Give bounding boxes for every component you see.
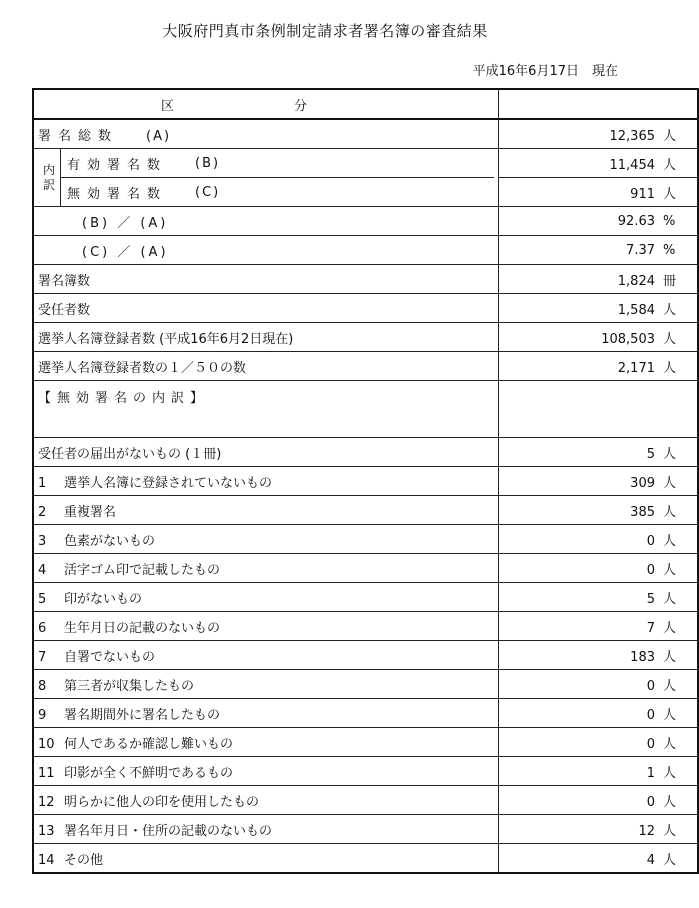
row-total [33,119,698,149]
item-value: 0 [646,562,655,578]
item-value-cell [499,641,699,670]
delegates-label: 受任者数 [33,294,499,323]
item-value: 385 [630,504,655,520]
row-ratio-b [33,207,698,236]
item-number: 8 [38,678,47,694]
row-valid [33,149,698,178]
item-label-cell [33,757,499,786]
valid-value: 11,454 [609,157,655,173]
invalid-items-list [33,467,698,874]
unregistered-delegate-label: 受任者の届出がないもの (１冊) [33,438,499,467]
table-row [33,815,698,844]
item-number: 12 [38,794,55,810]
total-value: 12,365 [609,128,655,144]
item-number: 11 [38,765,55,781]
item-unit: 人 [663,765,677,781]
item-value-cell [499,844,699,874]
valid-mark: (B) [195,155,221,171]
delegates-unit: 人 [663,302,677,318]
books-value: 1,824 [617,273,655,289]
unregistered-delegate-value: 5 [646,446,655,462]
item-number: 1 [38,475,47,491]
item-label: 選挙人名簿に登録されていないもの [64,475,273,491]
total-mark: (A) [146,128,172,144]
total-unit: 人 [663,128,677,144]
item-label: 色素がないもの [64,533,156,549]
item-value-cell [499,525,699,554]
item-value-cell [499,699,699,728]
registered-value: 108,503 [601,331,655,347]
item-label: 生年月日の記載のないもの [64,620,221,636]
row-fiftieth [33,352,698,381]
item-label-cell [33,786,499,815]
invalid-mark: (C) [195,184,221,200]
item-value: 0 [646,533,655,549]
item-label: 重複署名 [64,504,117,520]
item-value: 0 [646,678,655,694]
item-number: 7 [38,649,47,665]
row-books [33,265,698,294]
invalid-value: 911 [630,186,655,202]
item-value: 0 [646,794,655,810]
invalid-label: 無効署名数 [67,186,168,202]
item-label-cell [33,844,499,874]
item-value: 1 [646,765,655,781]
table-header-row [33,89,698,119]
results-table [32,88,699,874]
item-number: 10 [38,736,55,752]
ratio-c-label: (C) ／ (A) [33,236,499,265]
item-unit: 人 [663,620,677,636]
item-number: 4 [38,562,47,578]
fiftieth-value: 2,171 [617,360,655,376]
table-row [33,844,698,874]
item-value-cell [499,612,699,641]
breakdown-label: 内 訳 [38,149,61,206]
table-row [33,728,698,757]
item-number: 2 [38,504,47,520]
item-label-cell [33,670,499,699]
item-number: 13 [38,823,55,839]
item-label: 署名年月日・住所の記載のないもの [64,823,273,839]
item-label: 明らかに他人の印を使用したもの [64,794,260,810]
item-unit: 人 [663,736,677,752]
item-unit: 人 [663,823,677,839]
item-label: 活字ゴム印で記載したもの [64,562,221,578]
item-label-cell [33,583,499,612]
row-ratio-c [33,236,698,265]
item-label: 署名期間外に署名したもの [64,707,221,723]
item-value: 5 [646,591,655,607]
ratio-b-label: (B) ／ (A) [33,207,499,236]
books-label: 署名簿数 [33,265,499,294]
fiftieth-label: 選挙人名簿登録者数の１／５０の数 [33,352,499,381]
item-unit: 人 [663,591,677,607]
item-label: 印影が全く不鮮明であるもの [64,765,234,781]
item-value: 4 [646,852,655,868]
delegates-value: 1,584 [617,302,655,318]
item-label: 何人であるか確認し難いもの [64,736,234,752]
item-label-cell [33,728,499,757]
item-value-cell [499,496,699,525]
table-row [33,554,698,583]
ratio-b-value: 92.63 [617,213,655,229]
item-unit: 人 [663,794,677,810]
item-label: 印がないもの [64,591,143,607]
unregistered-delegate-unit: 人 [663,446,677,462]
item-value: 12 [638,823,655,839]
ratio-b-unit: % [663,213,676,229]
header-category [33,89,499,119]
header-value [499,89,699,119]
fiftieth-unit: 人 [663,360,677,376]
table-row [33,757,698,786]
as-of-date: 平成16年6月17日 現在 [472,64,618,79]
table-row [33,786,698,815]
invalid-unit: 人 [663,186,677,202]
item-value: 0 [646,707,655,723]
item-value-cell [499,728,699,757]
item-unit: 人 [663,678,677,694]
table-row [33,641,698,670]
header-label-1: 区 [160,98,294,114]
invalid-breakdown-heading: 【無効署名の内訳】 [33,381,499,438]
item-number: 3 [38,533,47,549]
row-unregistered-delegate [33,438,698,467]
table-row [33,583,698,612]
item-label-cell [33,612,499,641]
table-row [33,525,698,554]
item-value: 183 [630,649,655,665]
item-value-cell [499,786,699,815]
table-row [33,670,698,699]
item-value-cell [499,757,699,786]
item-value: 309 [630,475,655,491]
item-label-cell [33,641,499,670]
row-delegates [33,294,698,323]
item-label: その他 [64,852,104,868]
item-label-cell [33,525,499,554]
valid-unit: 人 [663,157,677,173]
item-number: 5 [38,591,47,607]
item-unit: 人 [663,852,677,868]
item-value-cell [499,583,699,612]
item-unit: 人 [663,707,677,723]
row-registered [33,323,698,352]
item-unit: 人 [663,562,677,578]
item-label-cell [33,815,499,844]
books-unit: 冊 [663,273,677,289]
table-row [33,699,698,728]
item-unit: 人 [663,504,677,520]
registered-unit: 人 [663,331,677,347]
table-row [33,467,698,496]
item-number: 9 [38,707,47,723]
item-value-cell [499,554,699,583]
item-unit: 人 [663,475,677,491]
item-value-cell [499,670,699,699]
total-label: 署名総数 [38,128,119,144]
item-value: 7 [646,620,655,636]
item-value-cell [499,467,699,496]
item-label: 自署でないもの [64,649,156,665]
table-row [33,496,698,525]
item-value: 0 [646,736,655,752]
item-label: 第三者が収集したもの [64,678,195,694]
row-invalid-heading [33,381,698,438]
ratio-c-value: 7.37 [626,242,655,258]
registered-label: 選挙人名簿登録者数 (平成16年6月2日現在) [33,323,499,352]
item-label-cell [33,496,499,525]
table-row [33,612,698,641]
document-title: 大阪府門真市条例制定請求者署名簿の審査結果 [162,22,488,40]
item-label-cell [33,467,499,496]
item-label-cell [33,554,499,583]
item-number: 14 [38,852,55,868]
item-label-cell [33,699,499,728]
ratio-c-unit: % [663,242,676,258]
item-number: 6 [38,620,47,636]
valid-label: 有効署名数 [67,157,168,173]
item-value-cell [499,815,699,844]
header-label-2: 分 [294,98,428,114]
item-unit: 人 [663,649,677,665]
item-unit: 人 [663,533,677,549]
